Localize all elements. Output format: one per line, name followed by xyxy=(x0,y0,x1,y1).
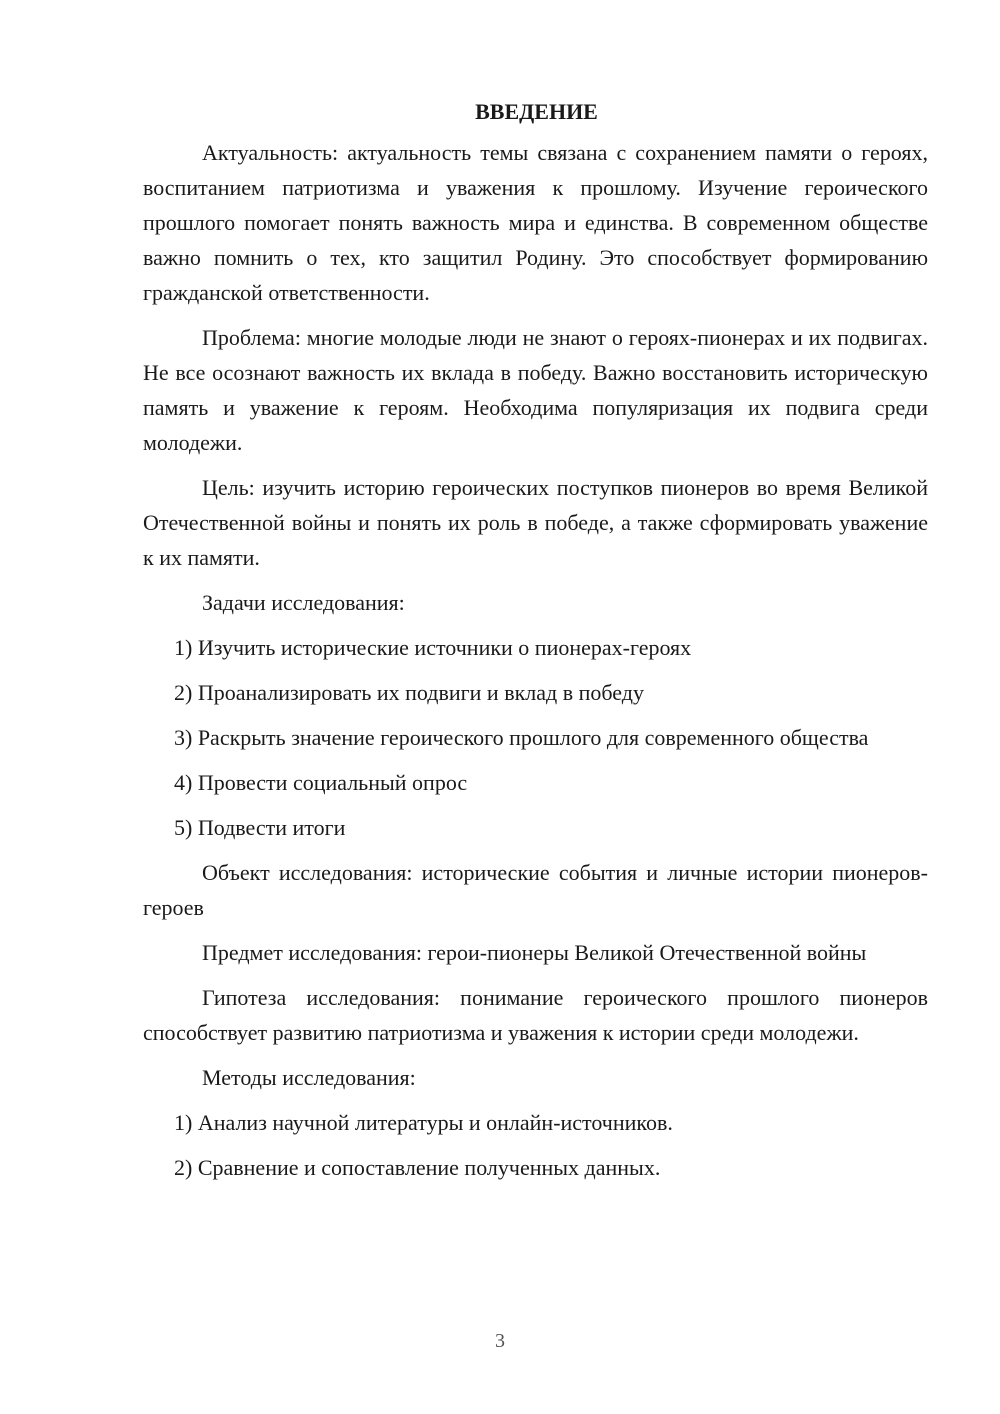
methods-heading: Методы исследования: xyxy=(202,1065,416,1090)
page-number: 3 xyxy=(495,1330,505,1352)
paragraph-hypothesis: Гипотеза исследования: понимание героического прошлого пионеров способствует развитию патриотизма и уважения к истории среди молодежи. xyxy=(143,985,928,1045)
paragraph-subject: Предмет исследования: герои-пионеры Великой Отечественной войны xyxy=(202,940,867,965)
task-item-3: 3) Раскрыть значение героического прошлого для современного общества xyxy=(174,725,869,750)
task-item-5: 5) Подвести итоги xyxy=(174,815,346,840)
method-item-2: 2) Сравнение и сопоставление полученных данных. xyxy=(174,1155,661,1180)
paragraph-goal: Цель: изучить историю героических поступков пионеров во время Великой Отечественной войны и понять их роль в победе, а также сформировать уважение к их памяти. xyxy=(143,475,928,570)
document-title: ВВЕДЕНИЕ xyxy=(475,99,598,124)
paragraph-object: Объект исследования: исторические события и личные истории пионеров-героев xyxy=(143,860,928,920)
task-item-2: 2) Проанализировать их подвиги и вклад в победу xyxy=(174,680,644,705)
task-item-1: 1) Изучить исторические источники о пионерах-героях xyxy=(174,635,692,660)
paragraph-relevance: Актуальность: актуальность темы связана с сохранением памяти о героях, воспитанием патриотизма и уважения к прошлому. Изучение героического прошлого помогает понять важность мира и единства. В современном обществе важно помнить о тех, кто защитил Родину. Это способствует формированию гражданской ответственности. xyxy=(143,140,928,305)
method-item-1: 1) Анализ научной литературы и онлайн-источников. xyxy=(174,1110,673,1135)
task-item-4: 4) Провести социальный опрос xyxy=(174,770,468,795)
tasks-heading: Задачи исследования: xyxy=(202,590,405,615)
document-page xyxy=(143,94,928,1195)
paragraph-problem: Проблема: многие молодые люди не знают о героях-пионерах и их подвигах. Не все осознают важность их вклада в победу. Важно восстановить историческую память и уважение к героям. Необходима популяризация их подвига среди молодежи. xyxy=(143,325,928,455)
